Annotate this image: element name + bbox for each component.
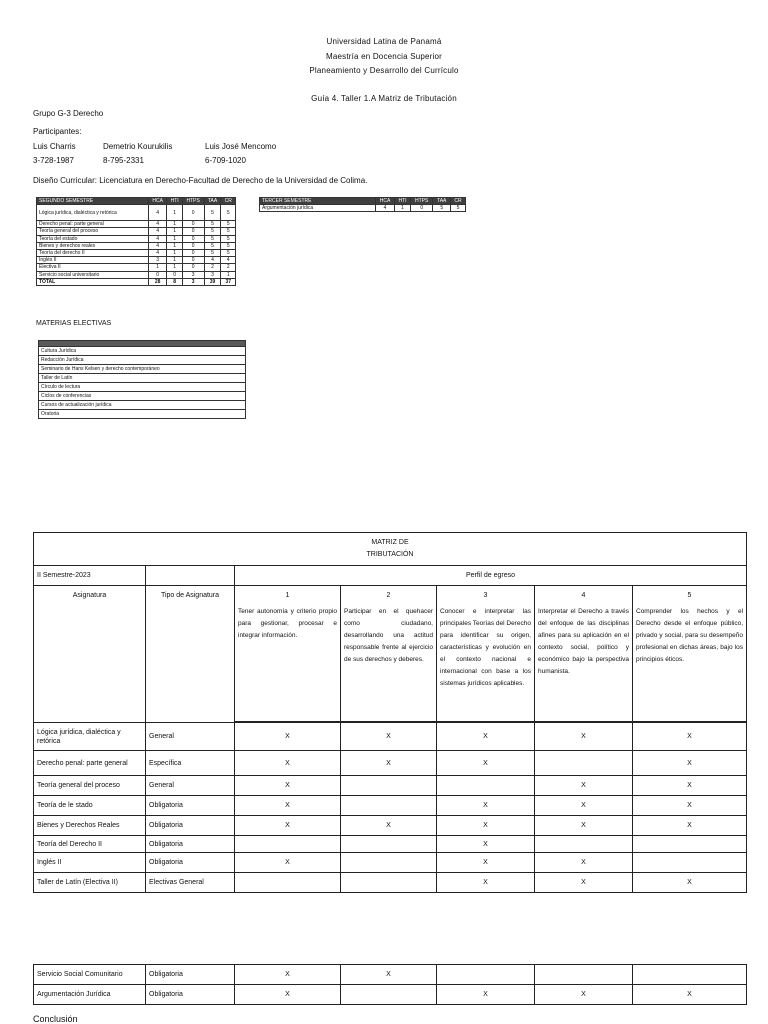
electives-table: [38, 340, 246, 419]
matrix-subject: Inglés II: [34, 853, 146, 873]
table-cell: 0: [182, 264, 204, 271]
table-row: [34, 723, 747, 751]
table-cell: 0: [411, 205, 433, 212]
list-item: [39, 347, 246, 356]
elective-label: Redacción Jurídica: [39, 356, 246, 365]
table-total-row: [37, 278, 236, 285]
table-row: [34, 836, 747, 853]
second-semester-table: [36, 197, 236, 286]
matrix-mark: [437, 965, 535, 985]
matrix-mark: X: [341, 723, 437, 751]
table-row: [34, 873, 747, 893]
matrix-mark: X: [535, 853, 633, 873]
list-item: [39, 356, 246, 365]
matrix-title-line: MATRIZ DE: [371, 539, 409, 546]
table-header: HTPS: [182, 198, 204, 205]
matrix-mark: X: [437, 873, 535, 893]
tribution-matrix-continued: [33, 964, 747, 1005]
table-cell: 5: [221, 249, 236, 256]
matrix-col-type: Tipo de Asignatura: [146, 586, 235, 723]
profile-number: 5: [687, 592, 692, 599]
table-row: [37, 249, 236, 256]
matrix-type: Obligatoria: [146, 796, 235, 816]
matrix-mark: [341, 853, 437, 873]
elective-label: Ciclos de conferencias: [39, 392, 246, 401]
participant-phone: 3-728-1987: [33, 156, 74, 165]
table-row: [37, 257, 236, 264]
table-cell: 3: [204, 271, 221, 278]
table-cell: 0: [182, 228, 204, 235]
profile-description: Tener autonomía y criterio propio para gestionar, procesar e integrar información.: [238, 608, 337, 639]
matrix-subject: Teoría de le stado: [34, 796, 146, 816]
table-cell: 37: [221, 278, 236, 285]
table-cell: Bienes y derechos reales: [37, 242, 149, 249]
table-cell: 4: [149, 221, 167, 228]
table-cell: 1: [167, 235, 182, 242]
table-cell: 4: [221, 257, 236, 264]
table-cell: 5: [451, 205, 466, 212]
matrix-mark: [341, 776, 437, 796]
matrix-mark: [535, 836, 633, 853]
table-row: [34, 985, 747, 1005]
matrix-subject: Derecho penal: parte general: [34, 751, 146, 776]
table-cell: 0: [182, 242, 204, 249]
table-cell: 5: [204, 228, 221, 235]
matrix-mark: X: [437, 723, 535, 751]
matrix-mark: X: [633, 751, 747, 776]
table-cell: Teoría general del proceso: [37, 228, 149, 235]
profile-description: Conocer e interpretar las principales Teorías del Derecho para identificar su origen, características y evolución en el contexto nacional e internacional con base a los sistemas jurídicos aplicables.: [440, 608, 531, 687]
table-cell: 1: [167, 228, 182, 235]
matrix-mark: [341, 873, 437, 893]
table-header: TAA: [433, 198, 451, 205]
table-cell: 3: [182, 271, 204, 278]
matrix-subject: Teoría general del proceso: [34, 776, 146, 796]
matrix-mark: [633, 836, 747, 853]
table-cell: Lógica jurídica, dialéctica y retórica: [37, 205, 149, 221]
header-guide: Guía 4. Taller 1.A Matriz de Tributación: [311, 94, 457, 103]
matrix-mark: [437, 776, 535, 796]
matrix-type: Obligatoria: [146, 836, 235, 853]
table-cell: 1: [167, 242, 182, 249]
third-semester-table: [259, 197, 466, 212]
table-row: [37, 271, 236, 278]
elective-label: Cultura Jurídica: [39, 347, 246, 356]
matrix-mark: X: [535, 816, 633, 836]
table-row: [37, 235, 236, 242]
table-cell: 1: [167, 257, 182, 264]
list-item: [39, 383, 246, 392]
profile-number: 2: [386, 592, 391, 599]
table-header: HTI: [395, 198, 411, 205]
table-cell: 5: [204, 235, 221, 242]
participant-phone: 6-709-1020: [205, 156, 246, 165]
matrix-subject: Servicio Social Comunitario: [34, 965, 146, 985]
matrix-mark: X: [633, 723, 747, 751]
matrix-mark: [633, 965, 747, 985]
table-header: TAA: [204, 198, 221, 205]
matrix-subject: Taller de Latín (Electiva II): [34, 873, 146, 893]
table-header: TERCER SEMESTRE: [260, 198, 376, 205]
matrix-mark: X: [633, 796, 747, 816]
table-cell: 1: [167, 264, 182, 271]
matrix-mark: [341, 796, 437, 816]
matrix-type: General: [146, 776, 235, 796]
table-cell: 5: [433, 205, 451, 212]
matrix-mark: X: [437, 853, 535, 873]
matrix-profile-label: Perfil de egreso: [235, 566, 747, 586]
table-cell: 0: [182, 205, 204, 221]
matrix-mark: X: [535, 796, 633, 816]
group-label: Grupo G-3 Derecho: [33, 109, 104, 118]
header-program: Maestría en Docencia Superior: [325, 52, 443, 61]
profile-number: 1: [285, 592, 290, 599]
electives-title: MATERIAS ELECTIVAS: [36, 320, 112, 327]
header-course: Planeamiento y Desarrollo del Currículo: [309, 66, 459, 75]
matrix-type: Obligatoria: [146, 965, 235, 985]
matrix-semester: II Semestre-2023: [34, 566, 146, 586]
header-university: Universidad Latina de Panamá: [326, 37, 442, 46]
table-cell: 0: [149, 271, 167, 278]
profile-number: 4: [581, 592, 586, 599]
list-item: [39, 392, 246, 401]
table-header: HCA: [149, 198, 167, 205]
matrix-mark: [235, 836, 341, 853]
matrix-mark: X: [437, 985, 535, 1005]
matrix-mark: X: [633, 816, 747, 836]
table-row: [34, 776, 747, 796]
matrix-subject: Teoría del Derecho II: [34, 836, 146, 853]
table-row: [37, 228, 236, 235]
matrix-mark: X: [341, 751, 437, 776]
matrix-subject: Lógica jurídica, dialéctica y retórica: [34, 723, 146, 751]
matrix-mark: X: [535, 873, 633, 893]
table-cell: 1: [167, 221, 182, 228]
table-cell: 5: [221, 242, 236, 249]
table-cell: 4: [149, 228, 167, 235]
matrix-mark: X: [437, 816, 535, 836]
table-row: [37, 205, 236, 221]
table-cell: 0: [167, 271, 182, 278]
table-cell: Inglés II: [37, 257, 149, 264]
participant-name: Luis José Mencomo: [205, 142, 277, 151]
table-cell: 2: [204, 264, 221, 271]
table-header: HCA: [376, 198, 395, 205]
matrix-mark: X: [341, 965, 437, 985]
table-cell: 28: [149, 278, 167, 285]
table-cell: 1: [149, 264, 167, 271]
table-row: [34, 816, 747, 836]
table-cell: 4: [149, 249, 167, 256]
matrix-mark: X: [437, 836, 535, 853]
participant-phone: 8-795-2331: [103, 156, 144, 165]
table-header: HTPS: [411, 198, 433, 205]
conclusion-heading: Conclusión: [33, 1014, 78, 1024]
table-cell: 5: [204, 221, 221, 228]
matrix-mark: X: [437, 751, 535, 776]
matrix-subject: Argumentación Jurídica: [34, 985, 146, 1005]
matrix-type: Obligatoria: [146, 816, 235, 836]
table-row: [34, 965, 747, 985]
matrix-mark: [235, 873, 341, 893]
matrix-mark: [341, 836, 437, 853]
tribution-matrix-table: [33, 532, 747, 893]
elective-label: Oratoria: [39, 410, 246, 419]
matrix-mark: X: [535, 776, 633, 796]
table-header: CR: [451, 198, 466, 205]
matrix-mark: X: [235, 796, 341, 816]
matrix-type: Obligatoria: [146, 853, 235, 873]
curricular-design: Diseño Curricular: Licenciatura en Derecho-Facultad de Derecho de la Universidad de Colima.: [33, 176, 368, 185]
matrix-mark: X: [235, 776, 341, 796]
table-cell: Argumentación jurídica: [260, 205, 376, 212]
table-cell: 4: [204, 257, 221, 264]
participants-label: Participantes:: [33, 127, 82, 136]
table-cell: Teoría del derecho II: [37, 249, 149, 256]
table-cell: Electiva II: [37, 264, 149, 271]
table-cell: TOTAL: [37, 278, 149, 285]
matrix-mark: X: [235, 751, 341, 776]
table-row: [34, 751, 747, 776]
matrix-col-subject: Asignatura: [34, 586, 146, 723]
table-cell: 39: [204, 278, 221, 285]
matrix-mark: X: [535, 723, 633, 751]
table-cell: 5: [204, 242, 221, 249]
profile-number: 3: [483, 592, 488, 599]
participant-name: Luis Charris: [33, 142, 76, 151]
table-row: [37, 264, 236, 271]
matrix-mark: [535, 751, 633, 776]
matrix-title-line: TRIBUTACIÓN: [366, 551, 414, 558]
list-item: [39, 401, 246, 410]
table-cell: 4: [149, 205, 167, 221]
table-cell: 5: [204, 205, 221, 221]
matrix-mark: [341, 985, 437, 1005]
elective-label: Taller de Latín: [39, 374, 246, 383]
table-cell: 0: [182, 249, 204, 256]
table-cell: 3: [182, 278, 204, 285]
table-cell: Servicio social universitario: [37, 271, 149, 278]
elective-label: Seminario de Hans Kelsen y derecho contemporáneo: [39, 365, 246, 374]
matrix-mark: X: [235, 965, 341, 985]
matrix-subject: Bienes y Derechos Reales: [34, 816, 146, 836]
table-cell: 1: [167, 249, 182, 256]
table-cell: Derecho penal: parte general: [37, 221, 149, 228]
matrix-mark: X: [633, 873, 747, 893]
list-item: [39, 374, 246, 383]
table-cell: 8: [167, 278, 182, 285]
table-cell: Teoría del estado: [37, 235, 149, 242]
table-row: [260, 205, 466, 212]
table-header: HTI: [167, 198, 182, 205]
matrix-mark: X: [235, 723, 341, 751]
profile-description: Comprender los hechos y el Derecho desde el enfoque público, privado y social, para su desempeño profesional en dichas áreas, bajo los principios éticos.: [636, 608, 744, 663]
matrix-mark: X: [341, 816, 437, 836]
table-cell: 0: [182, 235, 204, 242]
matrix-mark: [633, 853, 747, 873]
table-row: [37, 242, 236, 249]
matrix-mark: X: [535, 985, 633, 1005]
matrix-mark: X: [235, 853, 341, 873]
table-header: SEGUNDO SEMESTRE: [37, 198, 149, 205]
list-item: [39, 410, 246, 419]
table-cell: 5: [221, 228, 236, 235]
matrix-title: [34, 533, 747, 566]
matrix-mark: X: [633, 776, 747, 796]
matrix-type: Electivas General: [146, 873, 235, 893]
profile-description: Interpretar el Derecho a través del enfoque de las disciplinas afines para su aplicación en el contexto social, político y económico bajo la perspectiva humanista.: [538, 608, 629, 675]
table-cell: 4: [149, 235, 167, 242]
table-cell: 0: [182, 221, 204, 228]
table-cell: 1: [395, 205, 411, 212]
table-cell: 5: [221, 205, 236, 221]
table-cell: 5: [204, 249, 221, 256]
table-cell: 0: [182, 257, 204, 264]
list-item: [39, 365, 246, 374]
matrix-mark: X: [235, 985, 341, 1005]
elective-label: Círculo de lectura: [39, 383, 246, 392]
matrix-type: Obligatoria: [146, 985, 235, 1005]
table-cell: 4: [376, 205, 395, 212]
table-cell: 3: [149, 257, 167, 264]
matrix-mark: X: [437, 796, 535, 816]
matrix-type: General: [146, 723, 235, 751]
table-row: [34, 853, 747, 873]
table-cell: 4: [149, 242, 167, 249]
table-header: CR: [221, 198, 236, 205]
table-cell: 5: [221, 221, 236, 228]
table-cell: 2: [221, 264, 236, 271]
profile-description: Participar en el quehacer como ciudadano, desarrollando una actitud responsable frente al ejercicio de sus derechos y deberes.: [344, 608, 433, 663]
table-cell: 1: [167, 205, 182, 221]
elective-label: Cursos de actualización jurídica: [39, 401, 246, 410]
matrix-mark: [535, 965, 633, 985]
matrix-mark: X: [235, 816, 341, 836]
participant-name: Demetrio Kourukilis: [103, 142, 173, 151]
table-cell: 1: [221, 271, 236, 278]
matrix-mark: X: [633, 985, 747, 1005]
matrix-type: Específica: [146, 751, 235, 776]
table-row: [37, 221, 236, 228]
table-row: [34, 796, 747, 816]
table-cell: 5: [221, 235, 236, 242]
